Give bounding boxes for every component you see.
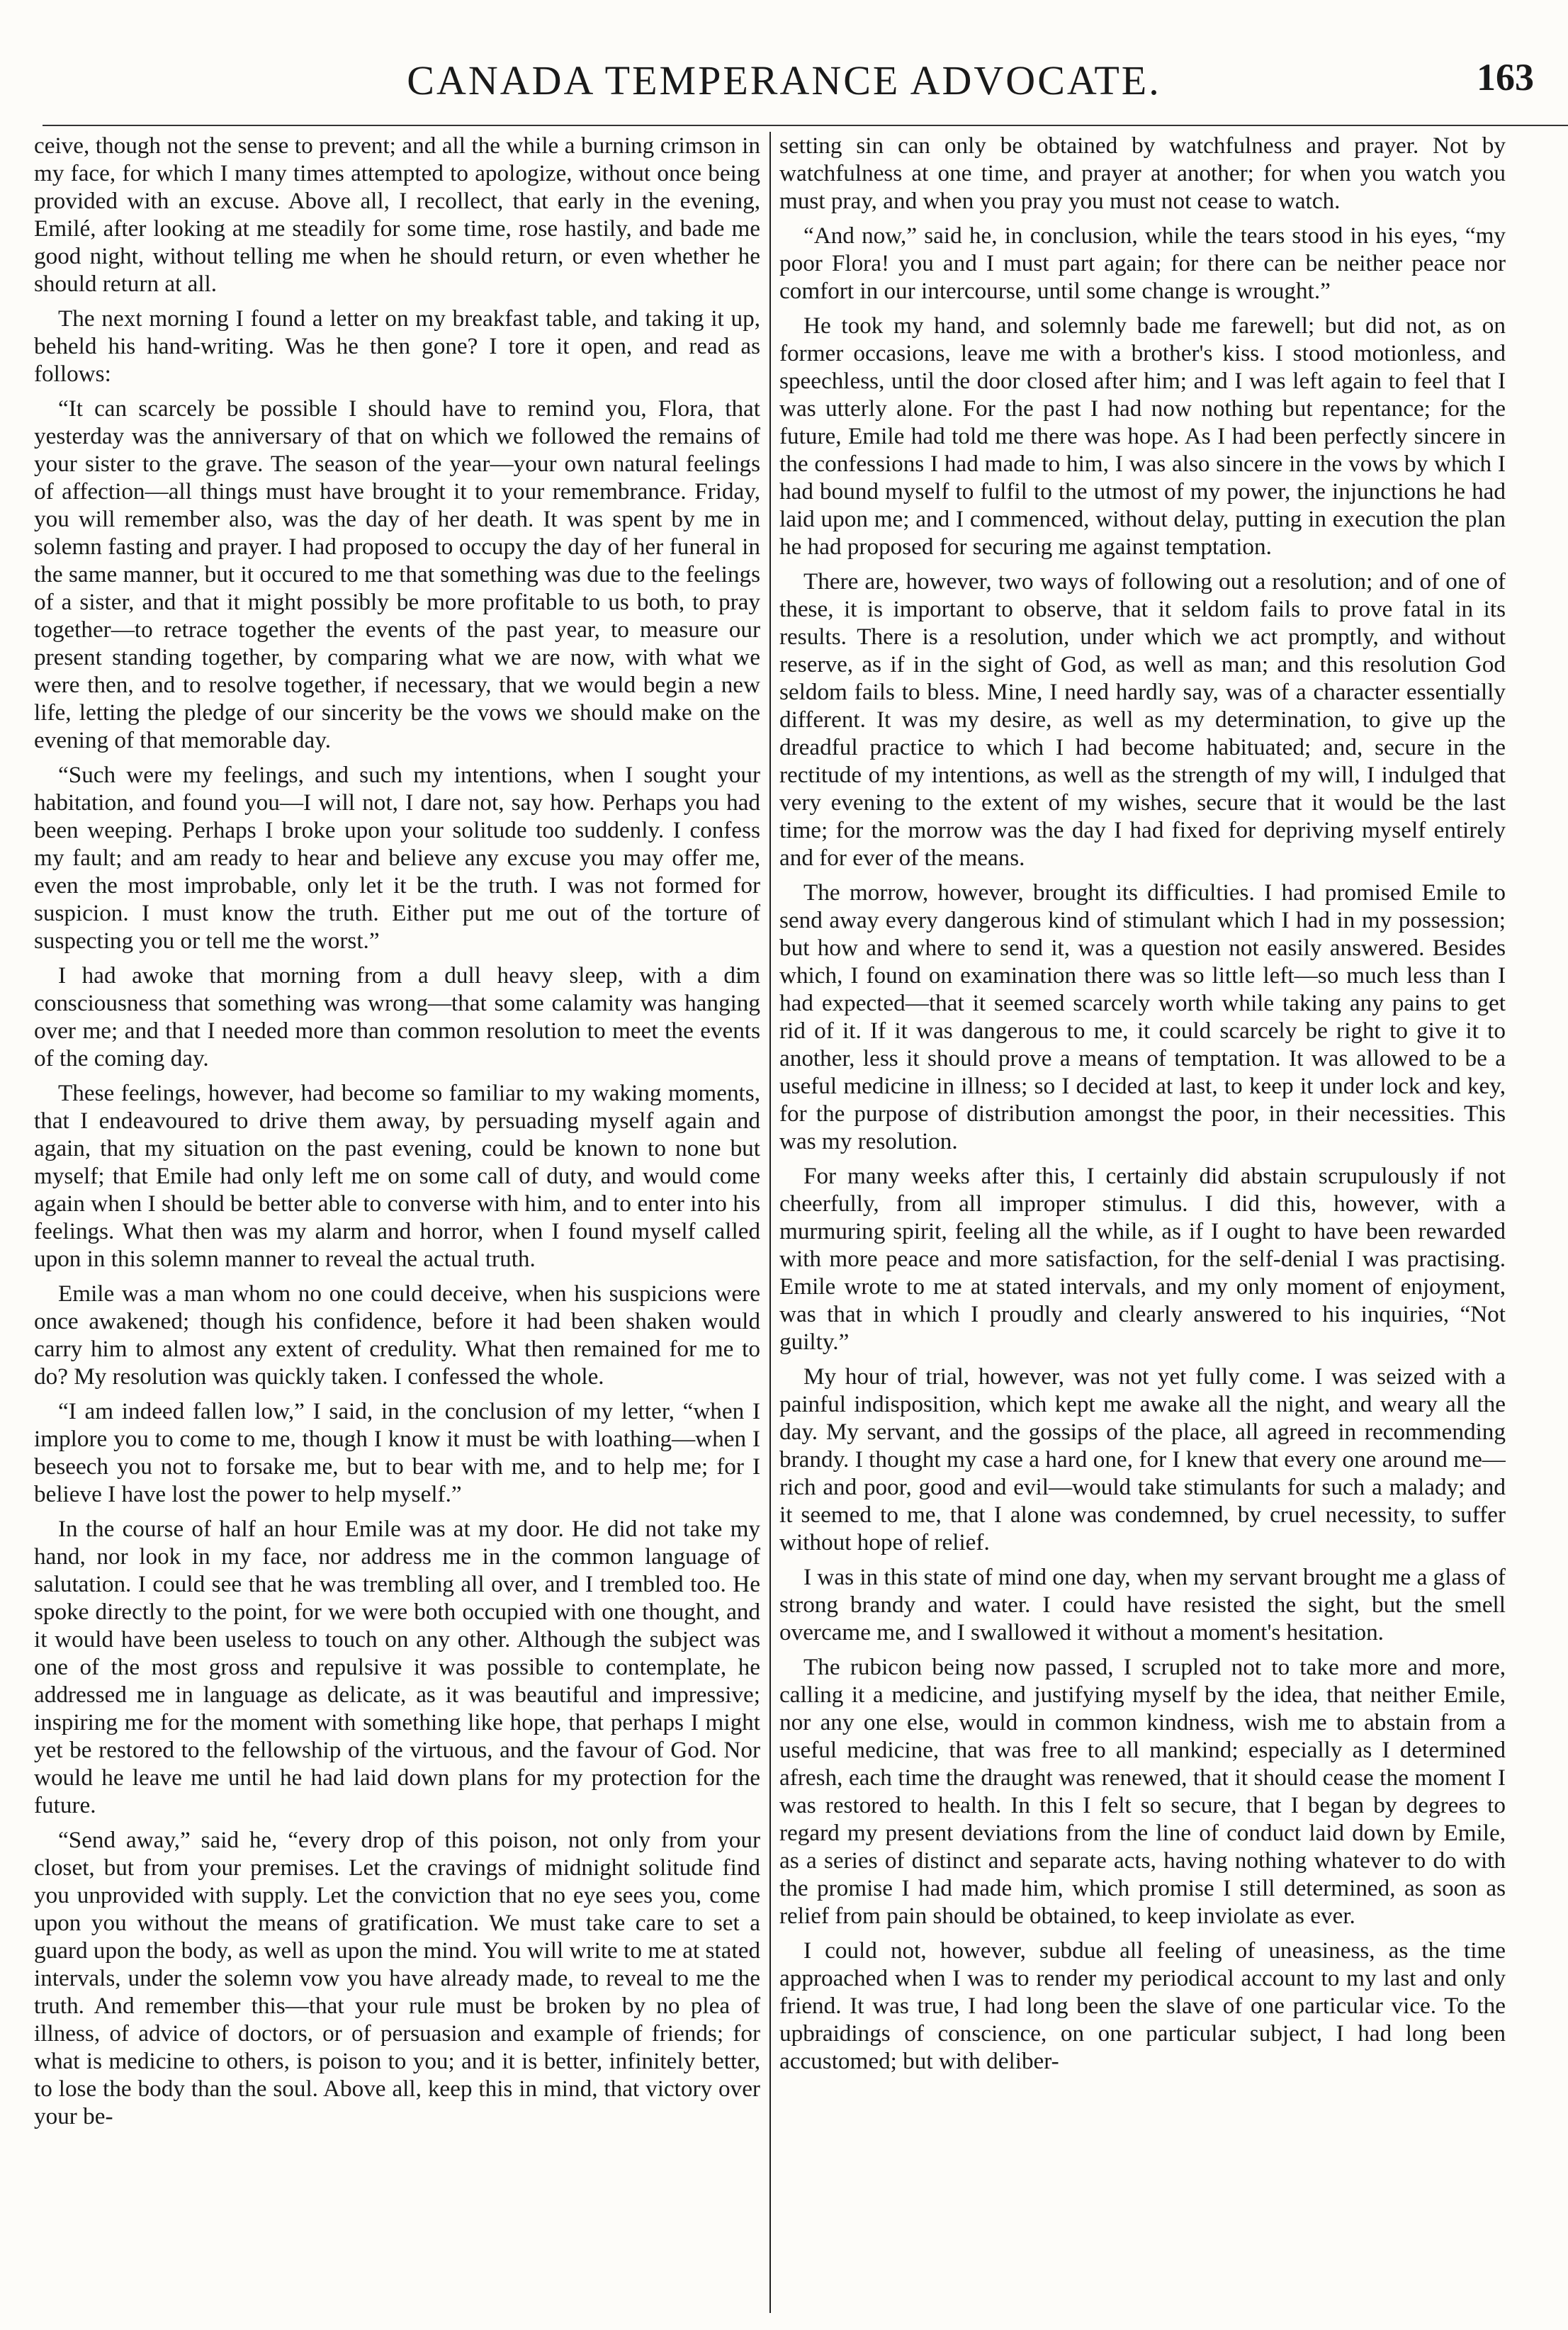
paragraph: I was in this state of mind one day, when my servant brought me a glass of strong brandy and water. I could have resisted the sight, but the smell overcame me, and I swallowed it without a moment's hesitation.: [779, 1564, 1506, 1645]
page-header: [28, 43, 1540, 113]
paragraph: I had awoke that morning from a dull heavy sleep, with a dim consciousness that something was wrong—that some calamity was hanging over me; and that I needed more than common resolution to meet the events of the coming day.: [34, 962, 760, 1071]
paragraph: The rubicon being now passed, I scrupled not to take more and more, calling it a medicine, and justifying myself by the idea, that neither Emile, nor any one else, would in common kindness, wish me to abstain from a useful medicine, that was free to all mankind; especially as I determined afresh, each time the draught was renewed, that it should cease the moment I was restored to health. In this I felt so secure, that I began by degrees to regard my present deviations from the line of conduct laid down by Emile, as a series of distinct and separate acts, having nothing whatever to do with the promise I had made him, which promise I still determined, as soon as relief from pain should be obtained, to keep inviolate as ever.: [779, 1654, 1506, 1929]
paragraph: In the course of half an hour Emile was at my door. He did not take my hand, nor look in my face, nor address me in the common language of salutation. I could see that he was trembling all over, and I trembled too. He spoke directly to the point, for we were both occupied with one thought, and it would have been useless to touch on any other. Although the subject was one of the most gross and repulsive it was possible to contemplate, he addressed me in language as delicate, as it was beautiful and impressive; inspiring me for the moment with something like hope, that perhaps I might yet be restored to the fellowship of the virtuous, and the favour of God. Nor would he leave me until he had laid down plans for my protection for the future.: [34, 1516, 760, 1818]
paragraph: setting sin can only be obtained by watchfulness and prayer. Not by watchfulness at one time, and prayer at another; for when you watch you must pray, and when you pray you must not cease to watch.: [779, 133, 1506, 214]
page-number: 163: [1477, 56, 1534, 99]
header-rule: [43, 125, 1568, 126]
paragraph: I could not, however, subdue all feeling of uneasiness, as the time approached when I was to render my periodical account to my last and only friend. It was true, I had long been the slave of one particular vice. To the upbraidings of conscience, on one particular subject, I had long been accustomed; but with deliber-: [779, 1937, 1506, 2074]
paragraph: “It can scarcely be possible I should have to remind you, Flora, that yesterday was the anniversary of that on which we followed the remains of your sister to the grave. The season of the year—your own natural feelings of affection—all things must have brought it to your remembrance. Friday, you will remember also, was the day of her death. It was spent by me in solemn fasting and prayer. I had proposed to occupy the day of her funeral in the same manner, but it occured to me that something was due to the feelings of a sister, and that it might possibly be more profitable to us both, to pray together—to retrace together the events of the past year, to measure our present standing together, by comparing what we are now, with what we were then, and to resolve together, if necessary, that we would begin a new life, letting the pledge of our sincerity be the vows we should make on the evening of that memorable day.: [34, 395, 760, 753]
paragraph: The next morning I found a letter on my breakfast table, and taking it up, beheld his hand-writing. Was he then gone? I tore it open, and read as follows:: [34, 305, 760, 387]
paragraph: He took my hand, and solemnly bade me farewell; but did not, as on former occasions, leave me with a brother's kiss. I stood motionless, and speechless, until the door closed after him; and I was left again to feel that I was utterly alone. For the past I had now nothing but repentance; for the future, Emile had told me there was hope. As I had been perfectly sincere in the confessions I had made to him, I was also sincere in the vows by which I had bound myself to fulfil to the utmost of my power, the injunctions he had laid upon me; and I commenced, without delay, putting in execution the plan he had proposed for securing me against temptation.: [779, 313, 1506, 560]
page-title: CANADA TEMPERANCE ADVOCATE.: [407, 57, 1161, 103]
paragraph: “Such were my feelings, and such my intentions, when I sought your habitation, and found you—I will not, I dare not, say how. Perhaps you had been weeping. Perhaps I broke upon your solitude too suddenly. I confess my fault; and am ready to hear and believe any excuse you may offer me, even the most improbable, only let it be the truth. I was not formed for suspicion. I must know the truth. Either put me out of the torture of suspecting you or tell me the worst.”: [34, 762, 760, 954]
paragraph: ceive, though not the sense to prevent; and all the while a burning crimson in my face, for which I many times attempted to apologize, without once being provided with an excuse. Above all, I recollect, that early in the evening, Emilé, after looking at me steadily for some time, rose hastily, and bade me good night, without telling me when he should return, or even whether he should return at all.: [34, 133, 760, 297]
paragraph: “I am indeed fallen low,” I said, in the conclusion of my letter, “when I implore you to come to me, though I know it must be with loathing—when I beseech you not to forsake me, but to bear with me, and to help me; for I believe I have lost the power to help myself.”: [34, 1398, 760, 1507]
left-column: [34, 132, 760, 2314]
paragraph: There are, however, two ways of following out a resolution; and of one of these, it is important to observe, that it seldom fails to prove fatal in its results. There is a resolution, under which we act promptly, and without reserve, as if in the sight of God, as well as man; and this resolution God seldom fails to bless. Mine, I need hardly say, was of a character essentially different. It was my desire, as well as my determination, to give up the dreadful practice to which I had become habituated; and, secure in the rectitude of my intentions, as well as the strength of my will, I indulged that very evening to the extent of my wishes, secure that it would be the last time; for the morrow was the day I had fixed for depriving myself entirely and for ever of the means.: [779, 568, 1506, 871]
paragraph: Emile was a man whom no one could deceive, when his suspicions were once awakened; though his confidence, before it had been shaken would carry him to almost any extent of credulity. What then remained for me to do? My resolution was quickly taken. I confessed the whole.: [34, 1281, 760, 1390]
paragraph: These feelings, however, had become so familiar to my waking moments, that I endeavoured to drive them away, by persuading myself again and again, that my situation on the past evening, could be known to none but myself; that Emile had only left me on some call of duty, and would come again when I should be better able to converse with him, and to enter into his feelings. What then was my alarm and horror, when I found myself called upon in this solemn manner to reveal the actual truth.: [34, 1080, 760, 1272]
column-divider: [769, 132, 771, 2313]
paragraph: My hour of trial, however, was not yet fully come. I was seized with a painful indisposition, which kept me awake all the night, and weary all the day. My servant, and the gossips of the place, all agreed in recommending brandy. I thought my case a hard one, for I knew that every one around me—rich and poor, good and evil—would take stimulants for such a malady; and it seemed to me, that I alone was condemned, by cruel necessity, to suffer without hope of relief.: [779, 1363, 1506, 1555]
paragraph: “Send away,” said he, “every drop of this poison, not only from your closet, but from your premises. Let the cravings of midnight solitude find you unprovided with supply. Let the conviction that no eye sees you, come upon you without the means of gratification. We must take care to set a guard upon the body, as well as upon the mind. You will write to me at stated intervals, under the solemn vow you have already made, to reveal to me the truth. And remember this—that your rule must be broken by no plea of illness, of advice of doctors, or of persuasion and example of friends; for what is medicine to others, is poison to you; and it is better, infinitely better, to lose the body than the soul. Above all, keep this in mind, that victory over your be-: [34, 1827, 760, 2129]
paragraph: The morrow, however, brought its difficulties. I had promised Emile to send away every dangerous kind of stimulant which I had in my possession; but how and where to send it, was a question not easily answered. Besides which, I found on examination there was so little left—so much less than I had expected—that it seemed scarcely worth while taking any pains to get rid of it. If it was dangerous to me, it could scarcely be right to give it to another, less it should prove a means of temptation. It was allowed to be a useful medicine in illness; so I decided at last, to keep it under lock and key, for the purpose of distribution amongst the poor, in their necessities. This was my resolution.: [779, 879, 1506, 1154]
paragraph: For many weeks after this, I certainly did abstain scrupulously if not cheerfully, from all improper stimulus. I did this, however, with a murmuring spirit, feeling all the while, as if I ought to have been rewarded with more peace and more satisfaction, for the self-denial I was practising. Emile wrote to me at stated intervals, and my only moment of enjoyment, was that in which I proudly and clearly answered to his inquiries, “Not guilty.”: [779, 1163, 1506, 1355]
paragraph: “And now,” said he, in conclusion, while the tears stood in his eyes, “my poor Flora! you and I must part again; for there can be neither peace nor comfort in our intercourse, until some change is wrought.”: [779, 223, 1506, 304]
right-column: [779, 132, 1506, 2314]
